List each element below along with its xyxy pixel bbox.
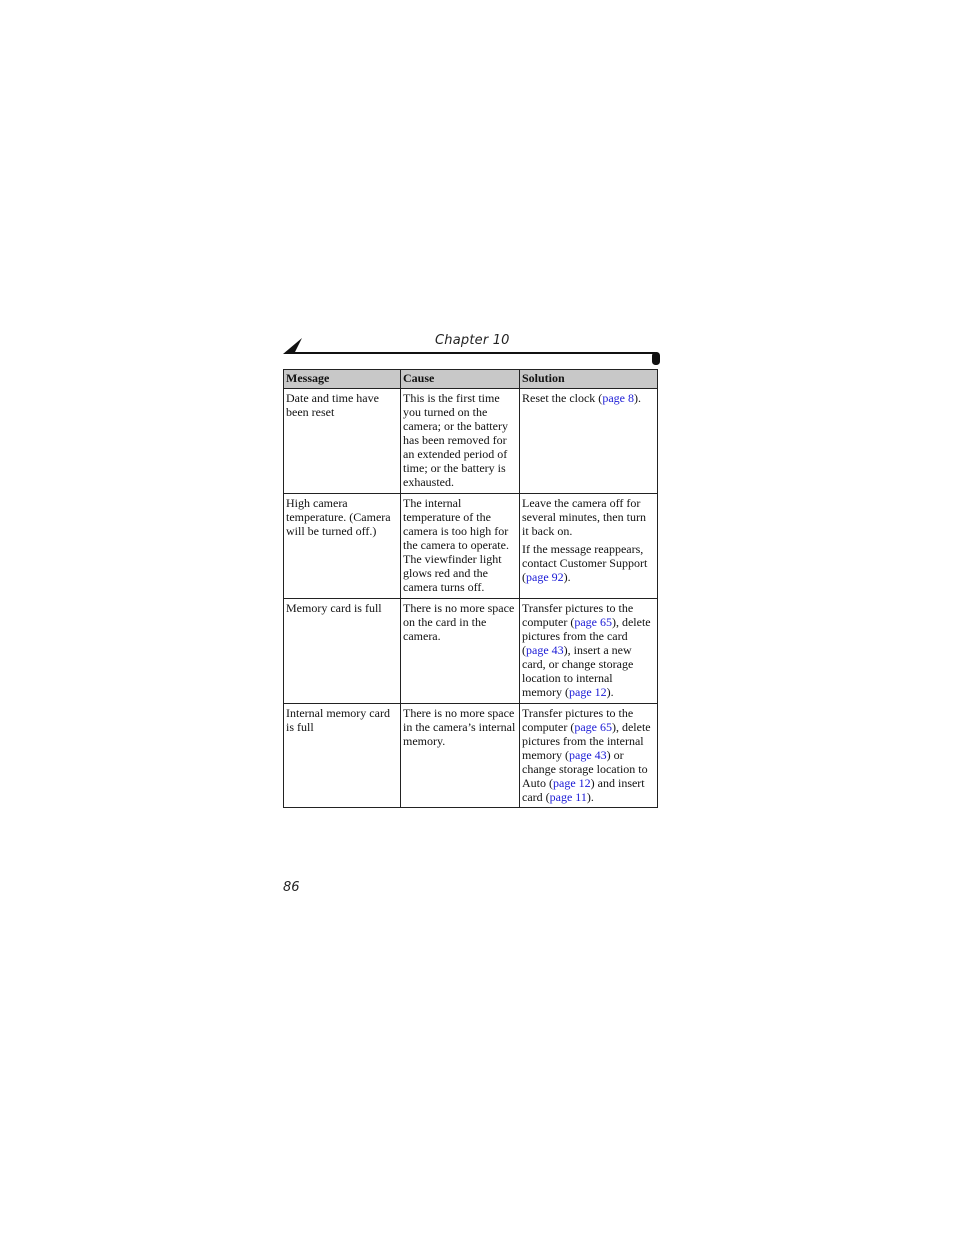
solution-cell: [520, 389, 658, 494]
page-reference-link[interactable]: page 43: [569, 748, 607, 762]
solution-cell: [520, 704, 658, 808]
chapter-title: Chapter 10: [435, 333, 510, 348]
column-header-message: Message: [284, 370, 401, 389]
page-reference-link[interactable]: page 12: [553, 776, 591, 790]
solution-paragraph: Reset the clock (page 8).: [522, 391, 641, 405]
solution-cell: [520, 494, 658, 599]
message-cell: Date and time have been reset: [284, 389, 401, 494]
table-row: [284, 389, 658, 494]
page-reference-link[interactable]: page 92: [526, 570, 564, 584]
chapter-header: [283, 332, 661, 366]
cause-cell: There is no more space on the card in the camera.: [401, 599, 520, 704]
cause-cell: This is the first time you turned on the camera; or the battery has been removed for an extended period of time; or the battery is exhausted.: [401, 389, 520, 494]
table-row: [284, 704, 658, 808]
solution-paragraph: Transfer pictures to the computer (page 65), delete pictures from the card (page 43), insert a new card, or change storage location to internal memory (page 12).: [522, 601, 651, 699]
column-header-cause: Cause: [401, 370, 520, 389]
page-reference-link[interactable]: page 8: [602, 391, 634, 405]
page-reference-link[interactable]: page 12: [569, 685, 607, 699]
solution-paragraph: Leave the camera off for several minutes, then turn it back on.: [522, 496, 646, 538]
message-cell: Memory card is full: [284, 599, 401, 704]
page-number: 86: [283, 880, 300, 895]
solution-cell: [520, 599, 658, 704]
message-cell: Internal memory card is full: [284, 704, 401, 808]
page-reference-link[interactable]: page 43: [526, 643, 564, 657]
table-row: [284, 494, 658, 599]
message-cell: High camera temperature. (Camera will be turned off.): [284, 494, 401, 599]
cause-cell: There is no more space in the camera’s internal memory.: [401, 704, 520, 808]
table-row: [284, 599, 658, 704]
page-reference-link[interactable]: page 11: [549, 790, 587, 804]
page-reference-link[interactable]: page 65: [574, 720, 612, 734]
solution-paragraph: If the message reappears, contact Customer Support (page 92).: [522, 542, 648, 584]
table-header-row: [284, 370, 658, 389]
cause-cell: The internal temperature of the camera is too high for the camera to operate. The viewfinder light glows red and the camera turns off.: [401, 494, 520, 599]
error-messages-table: [283, 369, 658, 808]
solution-paragraph: Transfer pictures to the computer (page 65), delete pictures from the internal memory (page 43) or change storage location to Auto (page 12) and insert card (page 11).: [522, 706, 651, 804]
column-header-solution: Solution: [520, 370, 658, 389]
page-reference-link[interactable]: page 65: [574, 615, 612, 629]
